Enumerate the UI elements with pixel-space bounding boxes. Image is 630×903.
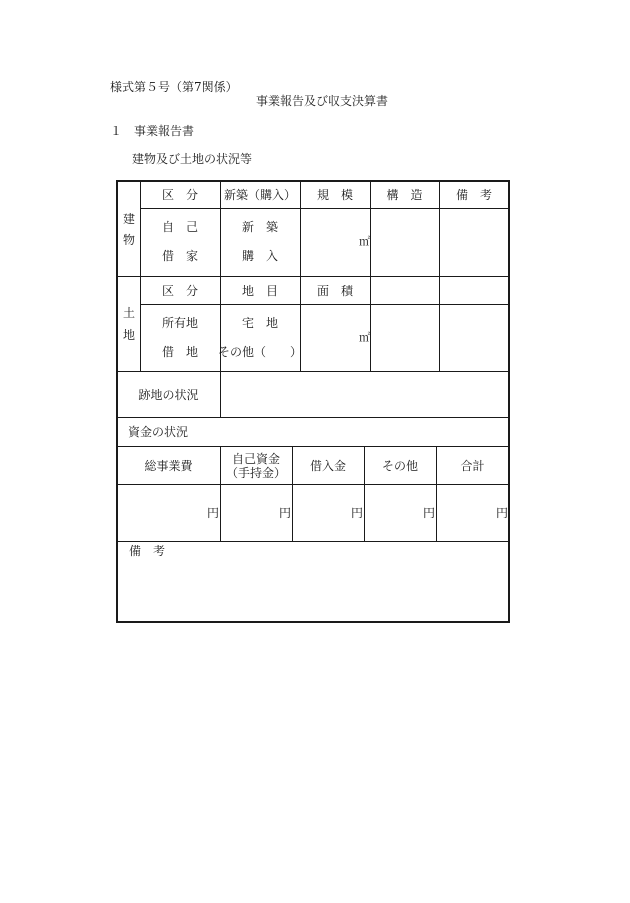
- divider: [117, 417, 509, 418]
- building-header-shinchiku: 新築（購入）: [223, 187, 296, 202]
- building-label-2: 物: [123, 233, 136, 247]
- funds-heading: 資金の状況: [128, 425, 189, 439]
- funds-unit-loan: 円: [351, 506, 364, 520]
- form-number: 様式第５号（第7関係）: [110, 80, 238, 94]
- land-header-kubun: 区 分: [161, 283, 198, 298]
- building-purchase: 購 入: [241, 249, 278, 263]
- funds-unit-total-cost: 円: [207, 506, 220, 520]
- funds-header-other: その他: [381, 458, 418, 473]
- funds-header-loan: 借入金: [309, 458, 346, 473]
- land-other: その他（ ）: [218, 345, 303, 359]
- funds-header-total: 合計: [460, 458, 485, 473]
- land-label-1: 土: [123, 306, 136, 320]
- atochi-label: 跡地の状況: [138, 387, 199, 402]
- land-kubun-owned: 所有地: [161, 316, 198, 330]
- building-kubun-own: 自 己: [161, 220, 198, 234]
- funds-header-total-cost: 総事業費: [144, 458, 193, 473]
- land-kubun-leased: 借 地: [161, 345, 198, 359]
- divider: [300, 181, 301, 371]
- divider: [117, 484, 509, 485]
- divider: [140, 208, 509, 209]
- building-new: 新 築: [241, 220, 278, 234]
- remarks-label: 備 考: [129, 544, 166, 558]
- land-area-unit: ㎡: [359, 331, 370, 344]
- land-header-chimoku: 地 目: [241, 283, 278, 298]
- subheading: 建物及び土地の状況等: [132, 152, 253, 166]
- divider: [117, 541, 509, 542]
- divider: [140, 181, 141, 371]
- building-header-biko: 備 考: [455, 187, 492, 202]
- building-header-kibo: 規 模: [316, 187, 353, 202]
- building-area-unit: ㎡: [359, 235, 370, 248]
- divider: [220, 371, 221, 417]
- building-kubun-rent: 借 家: [161, 249, 198, 263]
- funds-unit-total: 円: [496, 506, 509, 520]
- section-heading: １ 事業報告書: [110, 124, 195, 138]
- land-header-menseki: 面 積: [316, 283, 353, 298]
- building-label-1: 建: [123, 212, 136, 226]
- divider: [439, 181, 440, 371]
- funds-unit-own-funds: 円: [279, 506, 292, 520]
- funds-unit-other: 円: [423, 506, 436, 520]
- land-label-2: 地: [123, 328, 136, 342]
- building-header-kubun: 区 分: [161, 187, 198, 202]
- divider: [370, 181, 371, 371]
- building-header-kozo: 構 造: [386, 187, 423, 202]
- divider: [140, 304, 509, 305]
- land-residential: 宅 地: [241, 316, 278, 330]
- divider: [220, 181, 221, 371]
- funds-header-own-funds: 自己資金 （手持金）: [225, 451, 286, 480]
- document-title: 事業報告及び収支決算書: [256, 94, 389, 108]
